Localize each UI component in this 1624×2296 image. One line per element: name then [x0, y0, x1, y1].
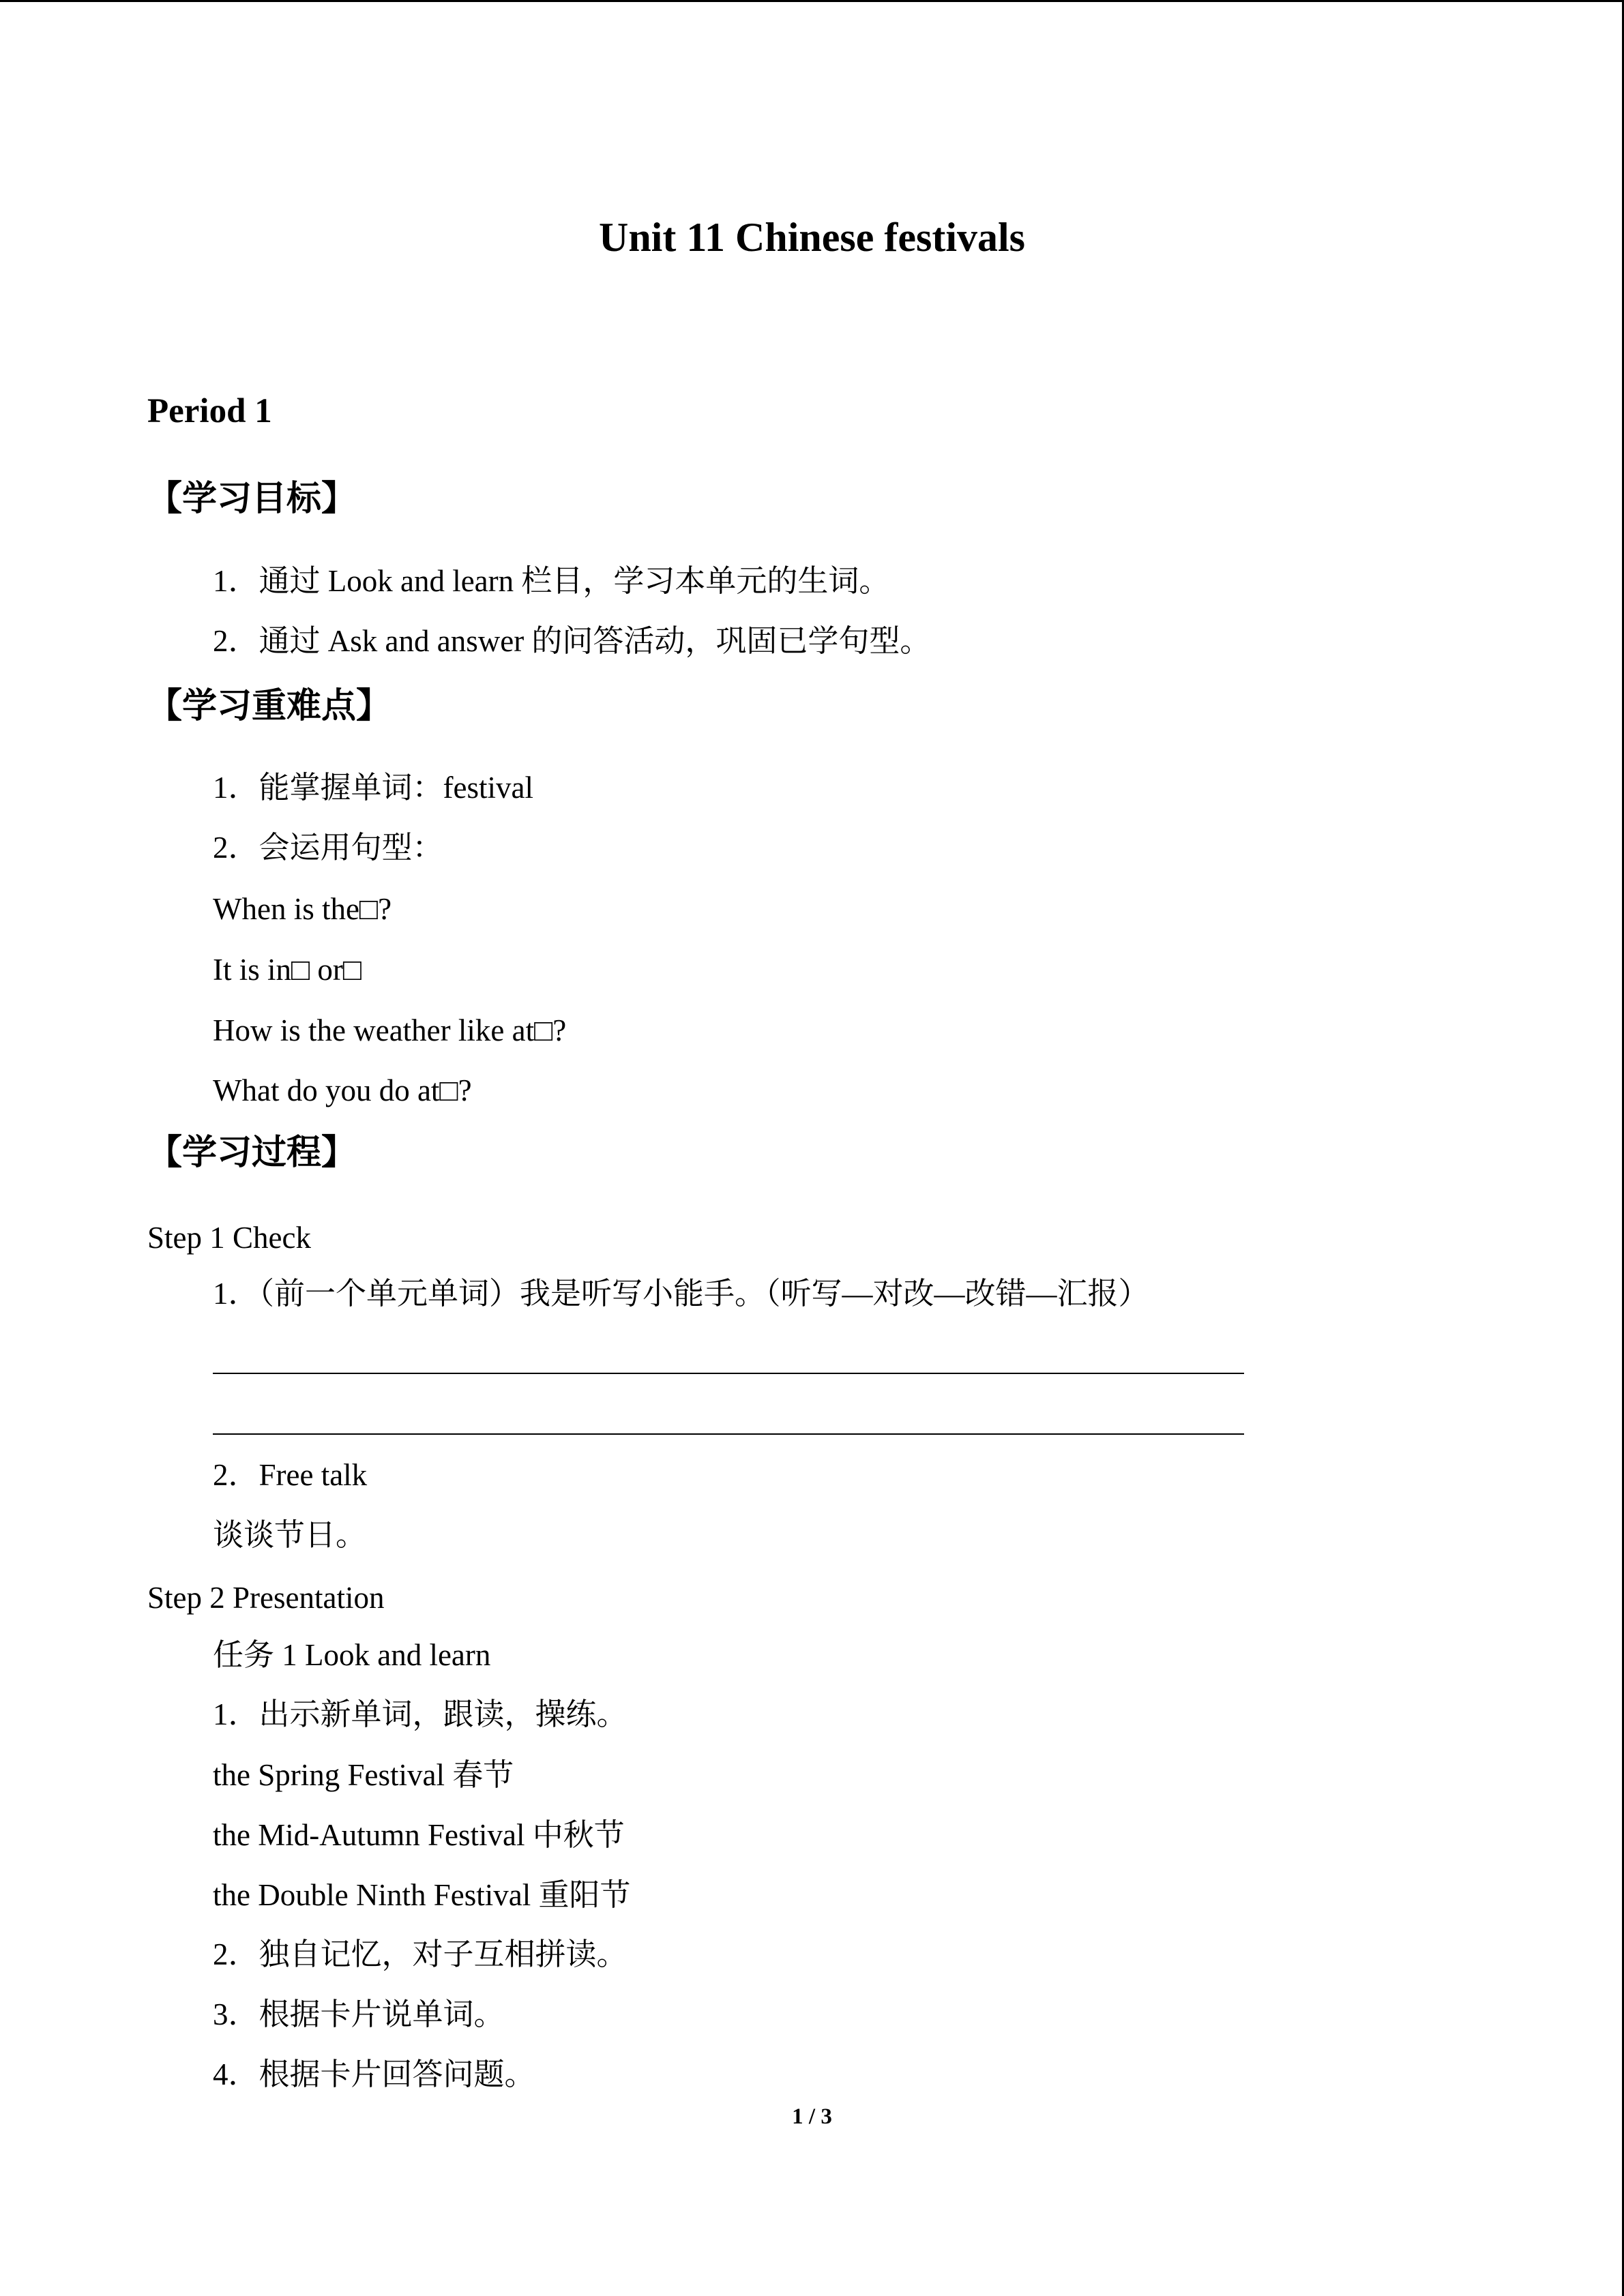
step2-item-2: 2．独自记忆，对子互相拼读。: [213, 1937, 628, 1971]
step2-task-1: 任务 1 Look and learn: [213, 1638, 491, 1672]
vocab-mid-autumn-festival: the Mid-Autumn Festival 中秋节: [213, 1818, 625, 1852]
process-heading: 【学习过程】: [147, 1133, 357, 1173]
objective-item-2: 2．通过 Ask and answer 的问答活动，巩固已学句型。: [213, 624, 931, 658]
page-top-border: [0, 0, 1624, 2]
key-points-heading: 【学习重难点】: [147, 686, 392, 726]
step2-item-1: 1．出示新单词，跟读，操练。: [213, 1697, 628, 1731]
sentence-pattern-4: What do you do at□?: [213, 1073, 472, 1107]
step1-item-1: 1．（前一个单元单词）我是听写小能手。（听写—对改—改错—汇报）: [213, 1277, 1149, 1311]
sentence-pattern-3: How is the weather like at□?: [213, 1013, 567, 1047]
key-point-item-2: 2．会运用句型：: [213, 831, 443, 865]
vocab-double-ninth-festival: the Double Ninth Festival 重阳节: [213, 1878, 631, 1912]
objectives-heading: 【学习目标】: [147, 479, 357, 519]
step1-item-2-note: 谈谈节日。: [213, 1518, 367, 1552]
step2-title: Step 2 Presentation: [147, 1581, 385, 1615]
answer-line-1: [213, 1373, 1244, 1374]
answer-line-2: [213, 1433, 1244, 1435]
key-point-item-1: 1．能掌握单词：festival: [213, 771, 533, 805]
page-number: 1 / 3: [792, 2104, 832, 2129]
step2-item-3: 3．根据卡片说单词。: [213, 1997, 505, 2031]
vocab-spring-festival: the Spring Festival 春节: [213, 1758, 514, 1792]
document-title: Unit 11 Chinese festivals: [598, 215, 1026, 260]
objective-item-1: 1．通过 Look and learn 栏目，学习本单元的生词。: [213, 564, 890, 598]
step2-item-4: 4．根据卡片回答问题。: [213, 2057, 535, 2091]
step1-item-2: 2．Free talk: [213, 1458, 368, 1492]
sentence-pattern-2: It is in□ or□: [213, 953, 362, 987]
step1-title: Step 1 Check: [147, 1221, 311, 1255]
sentence-pattern-1: When is the□?: [213, 892, 392, 926]
period-heading: Period 1: [147, 392, 272, 430]
